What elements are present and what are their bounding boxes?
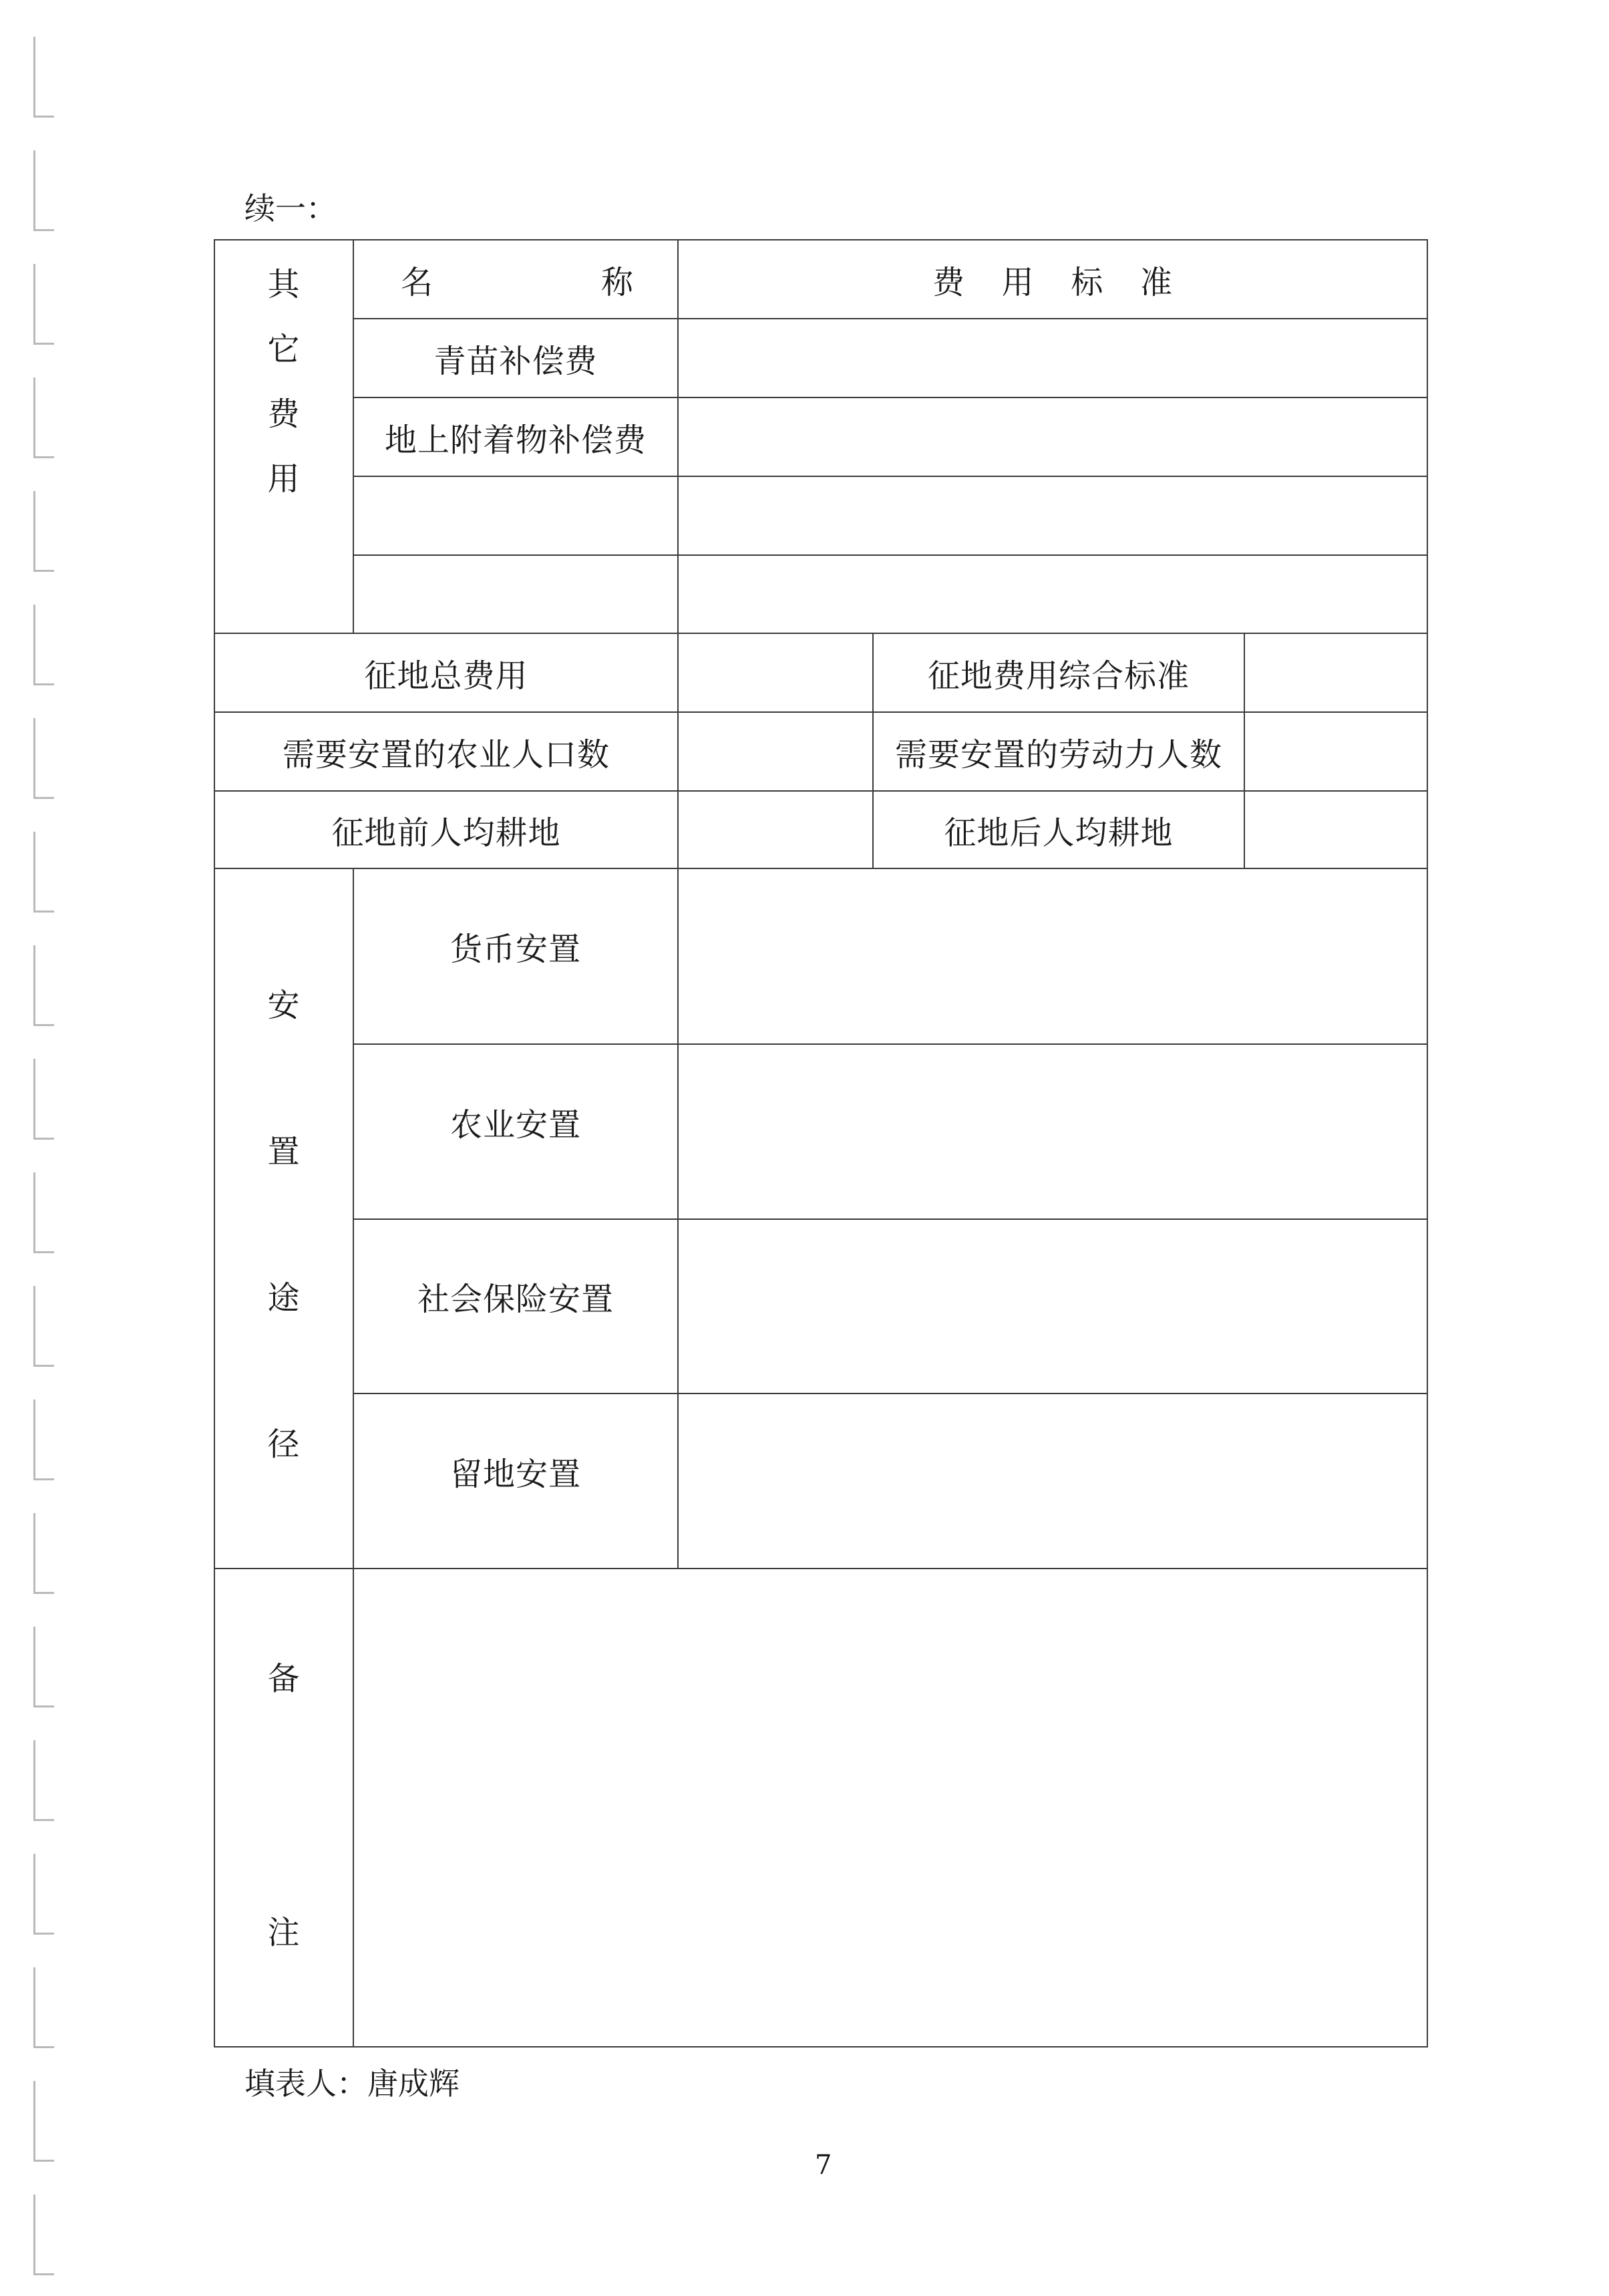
resettlement-name: 货币安置 [353,868,679,1045]
summary-value[interactable] [1244,790,1428,869]
header-standard-char: 准 [1139,263,1173,301]
fee-standard-cell[interactable] [677,397,1428,477]
remarks-label-char: 备 [267,1660,301,1697]
header-standard-cell [677,239,1428,319]
header-standard-char: 用 [1001,263,1035,301]
summary-value[interactable] [1244,633,1428,713]
summary-label: 征地后人均耕地 [872,790,1245,869]
fee-name-cell[interactable] [353,554,679,634]
remarks-content[interactable] [353,1568,1428,2047]
header-standard-text [932,257,1173,303]
other-fees-group-label [214,239,354,634]
header-standard-char: 费 [932,263,966,301]
fee-name-cell: 青苗补偿费 [353,318,679,398]
group-label-char: 置 [267,1133,301,1170]
fee-standard-cell[interactable] [677,554,1428,634]
group-label-char: 安 [267,987,301,1024]
resettlement-content[interactable] [677,1393,1428,1569]
header-standard-char: 标 [1071,263,1104,301]
continuation-caption: 续一： [244,190,337,226]
resettlement-group-label [214,868,354,1569]
filled-by: 填表人：唐成辉 [244,2066,460,2102]
resettlement-content[interactable] [677,1043,1428,1220]
group-label-char: 用 [267,460,301,498]
resettlement-name: 社会保险安置 [353,1218,679,1394]
fee-standard-cell[interactable] [677,476,1428,556]
header-name-char: 称 [600,263,634,301]
summary-value[interactable] [677,711,874,792]
group-label-char: 途 [267,1279,301,1317]
header-name-cell [353,239,679,319]
group-label-char: 径 [267,1426,301,1463]
fee-standard-cell[interactable] [677,318,1428,398]
resettlement-content[interactable] [677,1218,1428,1394]
fee-name-cell: 地上附着物补偿费 [353,397,679,477]
summary-value[interactable] [677,633,874,713]
resettlement-content[interactable] [677,868,1428,1045]
remarks-label-char: 注 [267,1914,301,1951]
page-number: 7 [815,2150,832,2180]
remarks-label [214,1568,354,2047]
group-label-char: 费 [267,395,301,433]
summary-value[interactable] [677,790,874,869]
group-label-char: 它 [267,331,301,368]
group-label-char: 其 [267,266,301,303]
summary-label: 需要安置的农业人口数 [214,711,679,792]
summary-label: 需要安置的劳动力人数 [872,711,1245,792]
resettlement-name: 留地安置 [353,1393,679,1569]
summary-label: 征地前人均耕地 [214,790,679,869]
header-name-char: 名 [401,263,434,301]
summary-label: 征地费用综合标准 [872,633,1245,713]
resettlement-name: 农业安置 [353,1043,679,1220]
summary-value[interactable] [1244,711,1428,792]
fee-name-cell[interactable] [353,476,679,556]
summary-label: 征地总费用 [214,633,679,713]
